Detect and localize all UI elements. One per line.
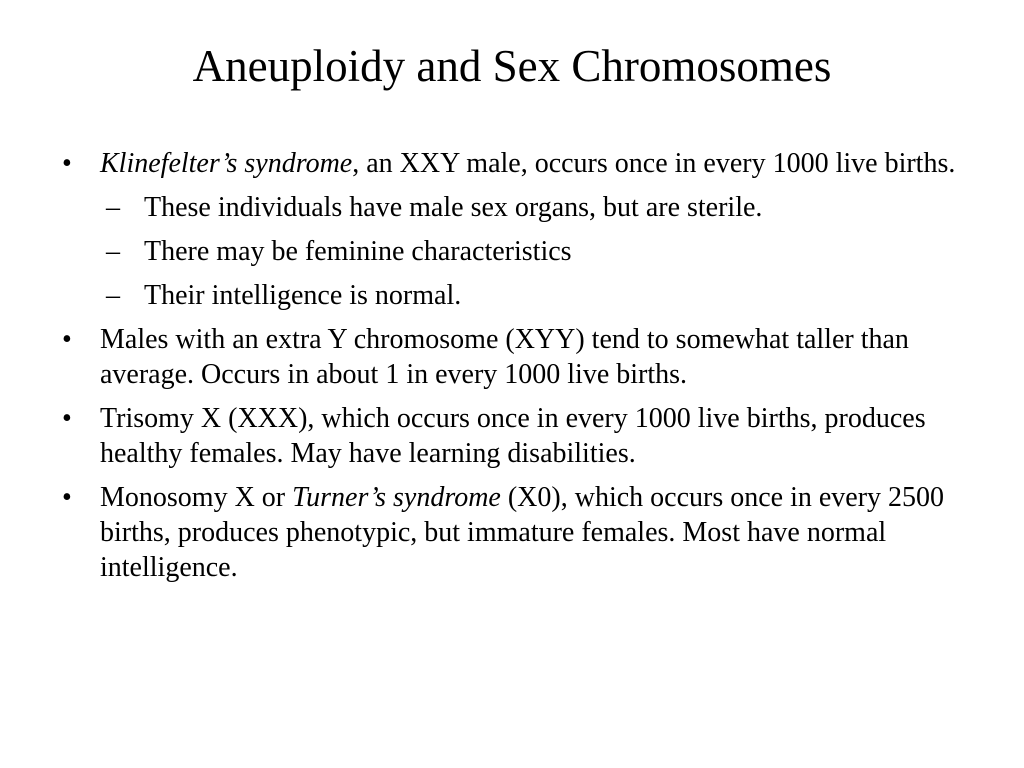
sub-bullet-list	[62, 190, 962, 313]
bullet-marker: •	[62, 482, 72, 513]
bullet-text-rest: , an XXY male, occurs once in every 1000 live births.	[352, 148, 956, 179]
bullet-item-xyy	[62, 322, 962, 392]
sub-bullet-item	[106, 278, 962, 313]
bullet-marker: •	[62, 148, 72, 179]
sub-bullet-text: There may be feminine characteristics	[144, 236, 572, 267]
dash-marker: –	[106, 236, 120, 267]
bullet-marker: •	[62, 324, 72, 355]
bullet-item-trisomy-x	[62, 401, 962, 471]
bullet-text	[100, 146, 962, 181]
sub-bullet-text: These individuals have male sex organs, but are sterile.	[144, 192, 763, 223]
bullet-text	[100, 480, 962, 585]
bullet-text-rest: (X0), which occurs once in every 2500 births, produces phenotypic, but immature females. Most have normal intelligence.	[100, 482, 945, 583]
bullet-item-turner	[62, 480, 962, 585]
bullet-list	[62, 146, 962, 594]
dash-marker: –	[106, 280, 120, 311]
sub-bullet-text: Their intelligence is normal.	[144, 280, 462, 311]
sub-bullet-item	[106, 234, 962, 269]
sub-bullet-item	[106, 190, 962, 225]
bullet-text: Trisomy X (XXX), which occurs once in every 1000 live births, produces healthy females. May have learning disabilities.	[100, 403, 926, 469]
bullet-marker: •	[62, 403, 72, 434]
dash-marker: –	[106, 192, 120, 223]
slide-title: Aneuploidy and Sex Chromosomes	[192, 41, 832, 91]
bullet-item-klinefelter	[62, 146, 962, 313]
italic-term: Turner’s syndrome	[292, 482, 501, 513]
bullet-text-start: Monosomy X or	[100, 482, 293, 513]
italic-term: Klinefelter’s syndrome	[100, 148, 353, 179]
bullet-text: Males with an extra Y chromosome (XYY) tend to somewhat taller than average. Occurs in about 1 in every 1000 live births.	[100, 324, 909, 390]
